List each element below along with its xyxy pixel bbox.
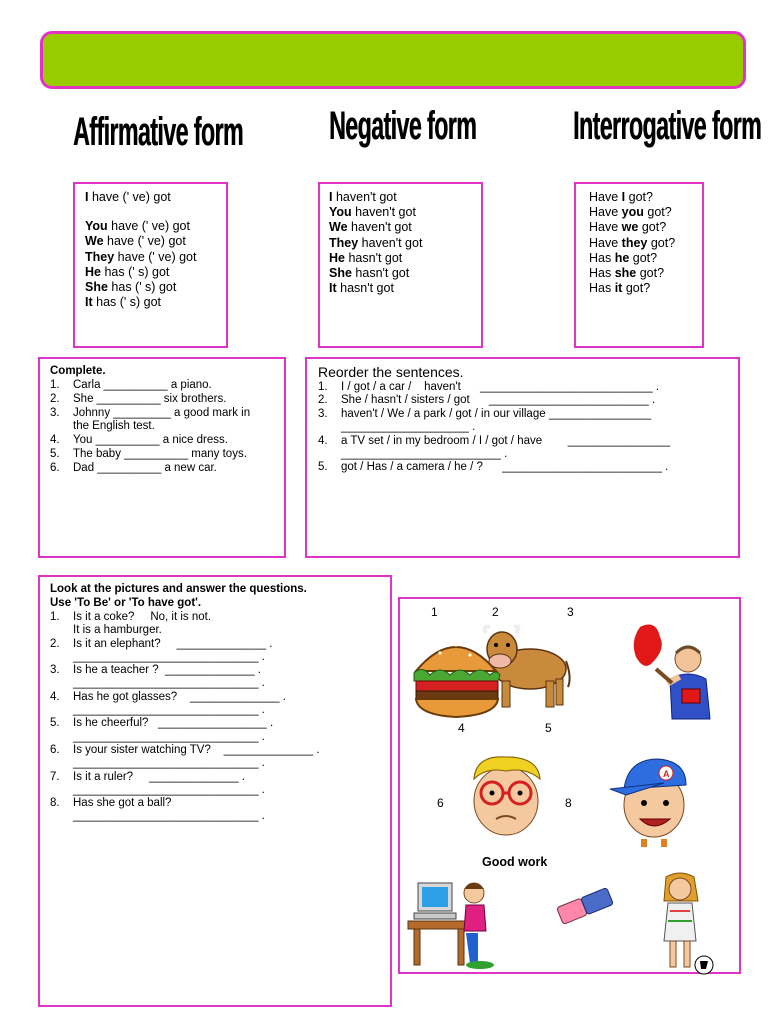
form-verb: hasn't got bbox=[344, 250, 403, 265]
form-line bbox=[329, 220, 422, 235]
picture-number: 4 bbox=[458, 721, 465, 735]
complete-item bbox=[50, 434, 250, 448]
complete-title: Complete. bbox=[50, 365, 106, 377]
form-line bbox=[85, 234, 196, 249]
item-number bbox=[50, 784, 73, 797]
affirmative-heading: Affirmative form bbox=[73, 110, 243, 154]
form-line bbox=[329, 236, 422, 251]
item-number: 7. bbox=[50, 770, 60, 783]
item-text: Is he cheerful? _________________ . bbox=[73, 717, 274, 730]
complete-item bbox=[50, 407, 250, 421]
item-text: I / got / a car / haven't ___________________________ . bbox=[341, 381, 660, 393]
form-verb: got? bbox=[638, 220, 667, 235]
reorder-item bbox=[318, 408, 670, 421]
form-line bbox=[85, 219, 196, 234]
eraser-icon bbox=[550, 881, 620, 931]
reorder-item bbox=[318, 461, 670, 474]
pictures-box bbox=[398, 597, 741, 974]
item-number: 5. bbox=[318, 461, 328, 474]
form-verb: have (' ve) got bbox=[88, 190, 171, 204]
questions-title: Look at the pictures and answer the questions. bbox=[50, 583, 307, 595]
form-verb: haven't got bbox=[351, 205, 416, 220]
form-line bbox=[589, 190, 675, 205]
item-text: Has she got a ball? bbox=[73, 797, 172, 810]
question-item bbox=[50, 677, 320, 690]
item-number: 6. bbox=[50, 743, 60, 756]
reorder-title: Reorder the sentences. bbox=[318, 364, 464, 380]
form-verb: has (' s) got bbox=[100, 264, 170, 279]
form-verb: have (' ve) got bbox=[114, 249, 197, 264]
form-line bbox=[85, 265, 196, 280]
form-line bbox=[329, 266, 422, 281]
item-text: Is it an elephant? ______________ . bbox=[73, 637, 273, 650]
item-number: 3. bbox=[50, 664, 60, 677]
question-item bbox=[50, 744, 320, 757]
form-subject: She bbox=[85, 280, 108, 295]
complete-item bbox=[50, 379, 250, 393]
form-aux: Have bbox=[589, 190, 622, 204]
item-text: Is it a coke? No, it is not. bbox=[73, 611, 212, 623]
form-subject: I bbox=[621, 190, 626, 204]
form-aux: Have bbox=[589, 220, 622, 235]
form-line bbox=[329, 205, 422, 220]
form-aux: Have bbox=[589, 205, 622, 220]
item-text: haven't / We / a park / got / in our village ________________ bbox=[341, 407, 652, 420]
item-number: 2. bbox=[50, 392, 60, 405]
questions-box bbox=[38, 575, 392, 1007]
item-text: ____________________ . bbox=[341, 421, 476, 434]
item-text: It is a hamburger. bbox=[73, 624, 162, 637]
form-line bbox=[85, 250, 196, 265]
svg-text:A: A bbox=[663, 769, 670, 779]
complete-box bbox=[38, 357, 286, 558]
painter-icon bbox=[626, 619, 726, 729]
item-text: the English test. bbox=[73, 420, 155, 433]
computer-kid-icon bbox=[404, 877, 502, 973]
complete-item bbox=[50, 448, 250, 462]
question-item bbox=[50, 757, 320, 770]
item-text: _____________________________ . bbox=[73, 730, 265, 743]
form-subject: You bbox=[85, 219, 108, 234]
item-number: 1. bbox=[50, 611, 60, 623]
good-work-caption: Good work bbox=[482, 855, 548, 869]
item-number bbox=[50, 810, 73, 823]
item-text: _____________________________ . bbox=[73, 810, 265, 823]
form-verb: haven't got bbox=[358, 235, 423, 250]
form-verb: got? bbox=[629, 250, 658, 265]
item-number: 3. bbox=[318, 407, 328, 420]
question-item bbox=[50, 651, 320, 664]
form-line bbox=[85, 190, 196, 205]
question-item bbox=[50, 731, 320, 744]
picture-number: 6 bbox=[437, 796, 444, 810]
form-line bbox=[85, 295, 196, 310]
picture-number: 5 bbox=[545, 721, 552, 735]
item-text: _________________________ . bbox=[341, 447, 508, 460]
question-item bbox=[50, 810, 320, 823]
item-number bbox=[318, 448, 341, 461]
item-text: _____________________________ . bbox=[73, 677, 265, 690]
item-number bbox=[50, 704, 73, 717]
affirmative-box bbox=[73, 182, 228, 348]
item-number: 1. bbox=[50, 379, 60, 391]
form-subject: He bbox=[329, 250, 345, 265]
form-verb: has (' s) got bbox=[107, 280, 177, 295]
form-line bbox=[589, 205, 675, 220]
item-text: You __________ a nice dress. bbox=[73, 434, 228, 447]
girl-with-ball-icon bbox=[644, 871, 720, 975]
form-subject: They bbox=[329, 235, 359, 250]
item-text: _____________________________ . bbox=[73, 704, 265, 717]
form-aux: Have bbox=[589, 235, 622, 250]
item-number bbox=[50, 757, 73, 770]
reorder-item bbox=[318, 394, 670, 407]
item-number: 5. bbox=[50, 447, 60, 460]
item-text: The baby __________ many toys. bbox=[73, 447, 247, 460]
form-subject: They bbox=[85, 249, 115, 264]
question-item bbox=[50, 704, 320, 717]
reorder-box bbox=[305, 357, 740, 558]
form-verb: haven't got bbox=[347, 220, 412, 235]
form-line bbox=[589, 281, 675, 296]
form-line bbox=[589, 220, 675, 235]
form-subject: We bbox=[329, 220, 348, 235]
form-subject: She bbox=[329, 266, 352, 281]
question-item bbox=[50, 691, 320, 704]
reorder-item bbox=[318, 435, 670, 448]
item-number: 4. bbox=[50, 690, 60, 703]
item-text: Is your sister watching TV? ______________ . bbox=[73, 743, 320, 756]
form-verb: hasn't got bbox=[336, 281, 394, 296]
item-text: _____________________________ . bbox=[73, 783, 265, 796]
glasses-boy-icon bbox=[456, 749, 556, 849]
form-subject: we bbox=[621, 220, 639, 235]
item-text: Johnny _________ a good mark in bbox=[73, 406, 251, 419]
item-number: 8. bbox=[50, 797, 60, 810]
form-line bbox=[329, 251, 422, 266]
item-number: 4. bbox=[318, 434, 328, 447]
reorder-item bbox=[318, 421, 670, 434]
question-item bbox=[50, 771, 320, 784]
form-line bbox=[589, 236, 675, 251]
form-subject: it bbox=[614, 281, 623, 296]
form-line bbox=[85, 280, 196, 295]
question-item bbox=[50, 611, 320, 624]
item-number bbox=[50, 624, 73, 637]
form-line bbox=[329, 190, 422, 205]
reorder-item bbox=[318, 381, 670, 394]
form-subject: It bbox=[85, 295, 93, 310]
question-item bbox=[50, 717, 320, 730]
question-item bbox=[50, 784, 320, 797]
item-text: Is it a ruler? ______________ . bbox=[73, 770, 245, 783]
item-number: 5. bbox=[50, 717, 60, 730]
form-verb: got? bbox=[625, 190, 653, 204]
item-number bbox=[50, 651, 73, 664]
item-text: She __________ six brothers. bbox=[73, 392, 227, 405]
item-text: Has he got glasses? ______________ . bbox=[73, 690, 286, 703]
item-text: a TV set / in my bedroom / I / got / have ________________ bbox=[341, 434, 671, 447]
item-text: Dad __________ a new car. bbox=[73, 461, 217, 474]
item-text: Carla __________ a piano. bbox=[73, 379, 212, 391]
form-verb: have (' ve) got bbox=[103, 234, 186, 249]
cap-boy-icon bbox=[604, 749, 704, 849]
form-verb: haven't got bbox=[332, 190, 397, 204]
item-text: Is he a teacher ? ______________ . bbox=[73, 664, 261, 677]
item-number: 2. bbox=[50, 637, 60, 650]
form-aux: Has bbox=[589, 266, 615, 281]
item-number bbox=[318, 421, 341, 434]
question-item bbox=[50, 624, 320, 637]
question-item bbox=[50, 664, 320, 677]
form-verb: got? bbox=[643, 205, 672, 220]
item-number bbox=[50, 420, 73, 434]
form-verb: got? bbox=[647, 235, 676, 250]
form-line bbox=[589, 266, 675, 281]
form-subject: he bbox=[614, 250, 630, 265]
item-text: _____________________________ . bbox=[73, 650, 265, 663]
item-number: 6. bbox=[50, 461, 60, 474]
form-verb: have (' ve) got bbox=[107, 219, 190, 234]
item-number bbox=[50, 677, 73, 690]
form-subject: you bbox=[621, 205, 644, 220]
complete-item bbox=[50, 462, 250, 476]
negative-box bbox=[318, 182, 483, 348]
picture-number: 2 bbox=[492, 605, 499, 619]
item-text: _____________________________ . bbox=[73, 757, 265, 770]
form-aux: Has bbox=[589, 250, 615, 265]
complete-item bbox=[50, 420, 250, 434]
question-item bbox=[50, 638, 320, 651]
item-number bbox=[50, 731, 73, 744]
interrogative-box bbox=[574, 182, 704, 348]
form-subject: We bbox=[85, 234, 104, 249]
form-subject: she bbox=[614, 266, 637, 281]
questions-subtitle: Use 'To Be' or 'To have got'. bbox=[50, 597, 202, 609]
picture-number: 8 bbox=[565, 796, 572, 810]
picture-number: 1 bbox=[431, 605, 438, 619]
item-text: got / Has / a camera / he / ? _________________________ . bbox=[341, 461, 669, 474]
form-verb: hasn't got bbox=[351, 266, 410, 281]
item-number: 2. bbox=[318, 394, 328, 407]
form-subject: It bbox=[329, 281, 337, 296]
reorder-item bbox=[318, 448, 670, 461]
negative-heading: Negative form bbox=[329, 104, 477, 148]
form-verb: got? bbox=[622, 281, 651, 296]
item-number: 4. bbox=[50, 434, 60, 447]
form-verb: got? bbox=[636, 266, 665, 281]
form-subject: they bbox=[621, 235, 648, 250]
form-line bbox=[329, 281, 422, 296]
form-verb: has (' s) got bbox=[92, 295, 162, 310]
item-text: She / hasn't / sisters / got _________________________ . bbox=[341, 394, 656, 407]
complete-item bbox=[50, 393, 250, 407]
form-subject: You bbox=[329, 205, 352, 220]
item-number: 1. bbox=[318, 381, 328, 393]
hamburger-icon bbox=[410, 629, 502, 721]
form-subject: He bbox=[85, 264, 101, 279]
question-item bbox=[50, 797, 320, 810]
picture-number: 3 bbox=[567, 605, 574, 619]
form-subject: I bbox=[329, 190, 333, 204]
interrogative-heading: Interrogative form bbox=[573, 104, 762, 148]
item-number: 3. bbox=[50, 406, 60, 419]
form-line bbox=[589, 251, 675, 266]
title-banner bbox=[40, 31, 746, 89]
form-subject: I bbox=[85, 190, 89, 204]
form-aux: Has bbox=[589, 281, 615, 296]
